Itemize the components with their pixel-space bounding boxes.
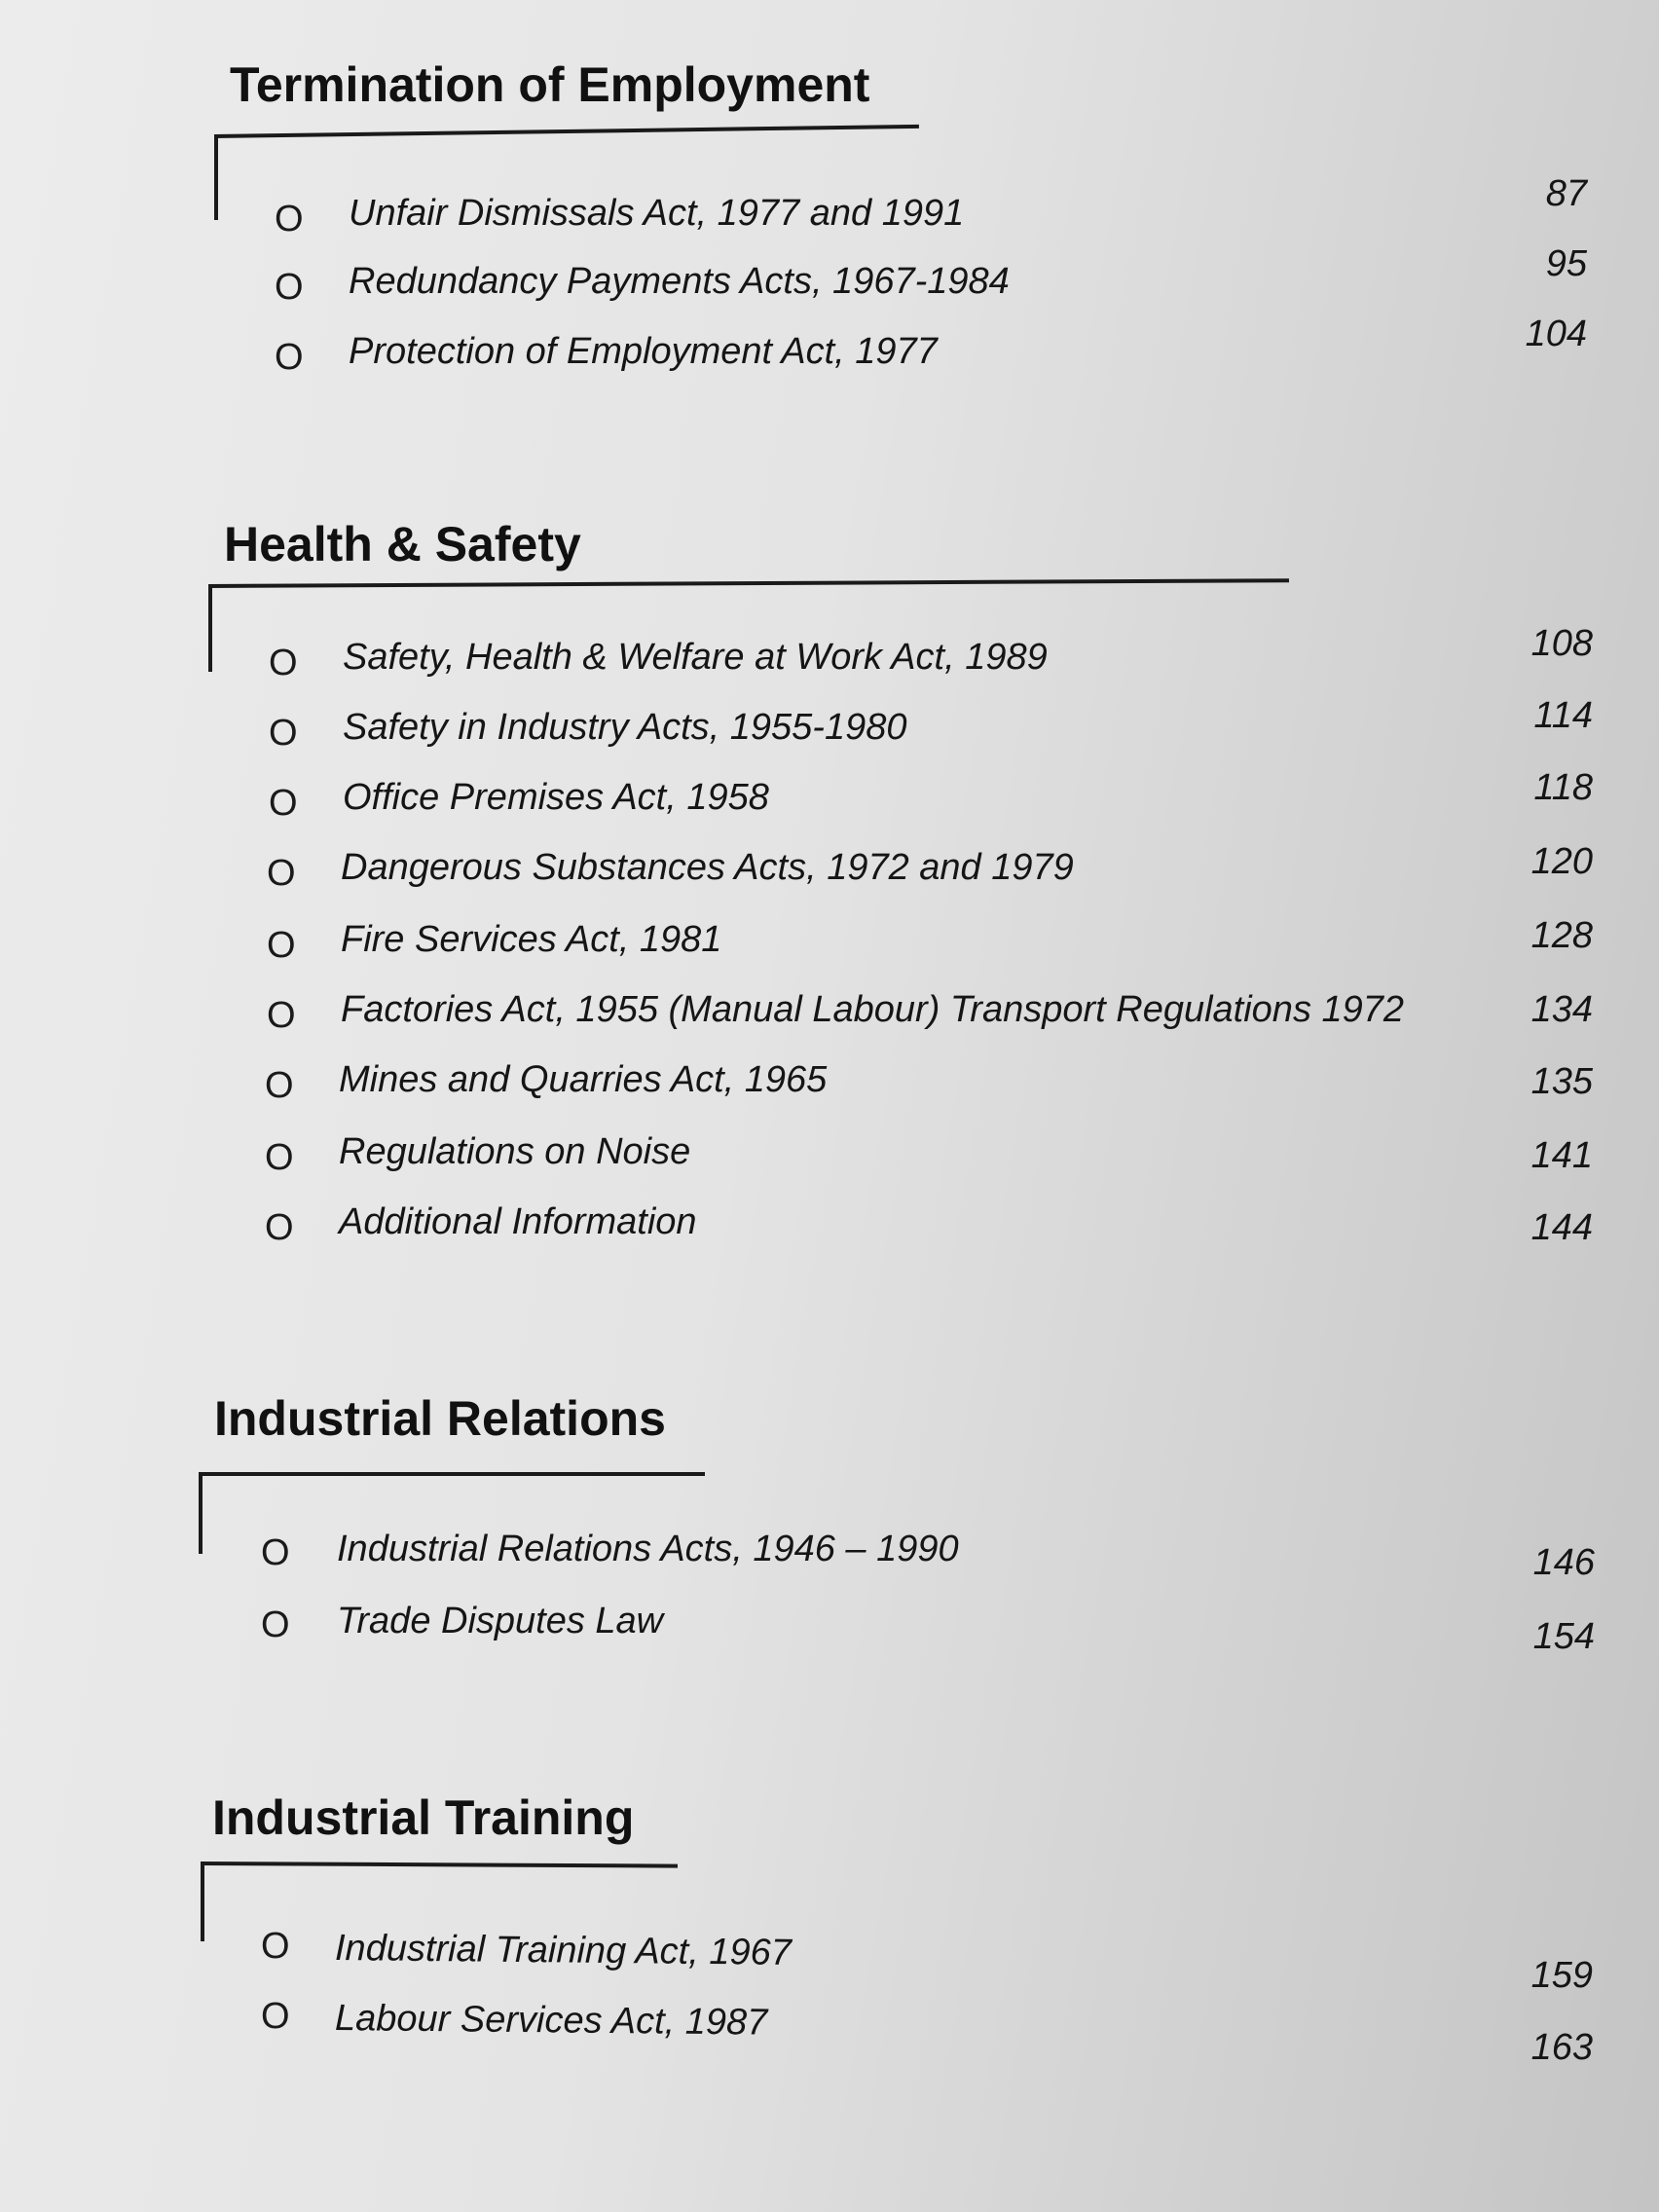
entry-page-number: 146 xyxy=(1532,1542,1595,1583)
entry-title: Office Premises Act, 1958 xyxy=(343,777,769,818)
entry-page-number: 144 xyxy=(1530,1207,1593,1248)
toc-entry[interactable] xyxy=(0,767,1659,833)
toc-entry[interactable] xyxy=(0,1057,1659,1116)
entry-title: Redundancy Payments Acts, 1967-1984 xyxy=(349,261,1010,302)
entry-title: Factories Act, 1955 (Manual Labour) Transport Regulations 1972 xyxy=(341,989,1405,1030)
bullet-circle: O xyxy=(269,783,298,824)
entry-title: Safety in Industry Acts, 1955-1980 xyxy=(343,707,907,748)
bullet-circle: O xyxy=(261,1532,290,1573)
entry-title: Labour Services Act, 1987 xyxy=(334,1998,768,2044)
entry-page-number: 159 xyxy=(1530,1955,1593,1996)
bullet-circle: O xyxy=(275,199,304,240)
toc-entry[interactable] xyxy=(0,623,1659,693)
entry-title: Mines and Quarries Act, 1965 xyxy=(339,1059,828,1100)
section-heading: Industrial Relations xyxy=(214,1391,666,1446)
toc-entry[interactable] xyxy=(0,917,1659,976)
heading-rule-horizontal xyxy=(201,1862,678,1868)
entry-page-number: 141 xyxy=(1530,1135,1593,1176)
entry-page-number: 87 xyxy=(1545,173,1587,214)
heading-rule-horizontal xyxy=(199,1472,705,1476)
entry-title: Regulations on Noise xyxy=(339,1131,691,1172)
toc-entry[interactable] xyxy=(0,987,1659,1046)
entry-title: Industrial Relations Acts, 1946 – 1990 xyxy=(337,1529,959,1569)
entry-title: Dangerous Substances Acts, 1972 and 1979 xyxy=(341,847,1074,888)
entry-page-number: 108 xyxy=(1530,623,1593,664)
bullet-circle: O xyxy=(261,1604,290,1645)
heading-rule-horizontal xyxy=(214,125,919,138)
bullet-circle: O xyxy=(267,853,296,894)
section-heading: Termination of Employment xyxy=(230,57,870,112)
toc-entry[interactable] xyxy=(0,841,1659,903)
toc-entry[interactable] xyxy=(0,243,1659,317)
bullet-circle: O xyxy=(267,995,296,1036)
entry-page-number: 163 xyxy=(1530,2027,1593,2068)
entry-title: Additional Information xyxy=(339,1201,697,1242)
toc-entry[interactable] xyxy=(0,1926,1659,1996)
entry-title: Safety, Health & Welfare at Work Act, 1989 xyxy=(343,637,1048,678)
entry-title: Trade Disputes Law xyxy=(337,1601,664,1641)
bullet-circle: O xyxy=(267,925,296,966)
heading-rule-horizontal xyxy=(208,578,1289,588)
entry-title: Protection of Employment Act, 1977 xyxy=(349,331,938,372)
entry-page-number: 135 xyxy=(1530,1061,1593,1102)
bullet-circle: O xyxy=(269,713,298,754)
toc-entry[interactable] xyxy=(0,1996,1659,2068)
entry-title: Fire Services Act, 1981 xyxy=(341,919,722,960)
entry-page-number: 134 xyxy=(1530,989,1593,1030)
bullet-circle: O xyxy=(261,1926,290,1967)
toc-entry[interactable] xyxy=(0,173,1659,249)
bullet-circle: O xyxy=(265,1207,294,1248)
entry-page-number: 104 xyxy=(1525,313,1587,354)
section-heading: Industrial Training xyxy=(212,1790,635,1845)
toc-entry[interactable] xyxy=(0,313,1659,387)
entry-page-number: 118 xyxy=(1533,767,1593,808)
toc-entry[interactable] xyxy=(0,1599,1659,1657)
entry-page-number: 128 xyxy=(1530,915,1593,956)
bullet-circle: O xyxy=(275,267,304,308)
bullet-circle: O xyxy=(269,643,298,683)
entry-title: Industrial Training Act, 1967 xyxy=(334,1928,793,1973)
entry-title: Unfair Dismissals Act, 1977 and 1991 xyxy=(349,193,965,234)
toc-entry[interactable] xyxy=(0,1527,1659,1585)
bullet-circle: O xyxy=(261,1996,290,2037)
bullet-circle: O xyxy=(265,1065,294,1106)
bullet-circle: O xyxy=(265,1137,294,1178)
bullet-circle: O xyxy=(275,337,304,378)
toc-entry[interactable] xyxy=(0,1129,1659,1188)
entry-page-number: 120 xyxy=(1530,841,1593,882)
toc-entry[interactable] xyxy=(0,695,1659,763)
entry-page-number: 154 xyxy=(1532,1616,1595,1657)
entry-page-number: 114 xyxy=(1533,695,1593,736)
entry-page-number: 95 xyxy=(1545,243,1587,284)
section-heading: Health & Safety xyxy=(224,517,581,571)
toc-entry[interactable] xyxy=(0,1199,1659,1258)
